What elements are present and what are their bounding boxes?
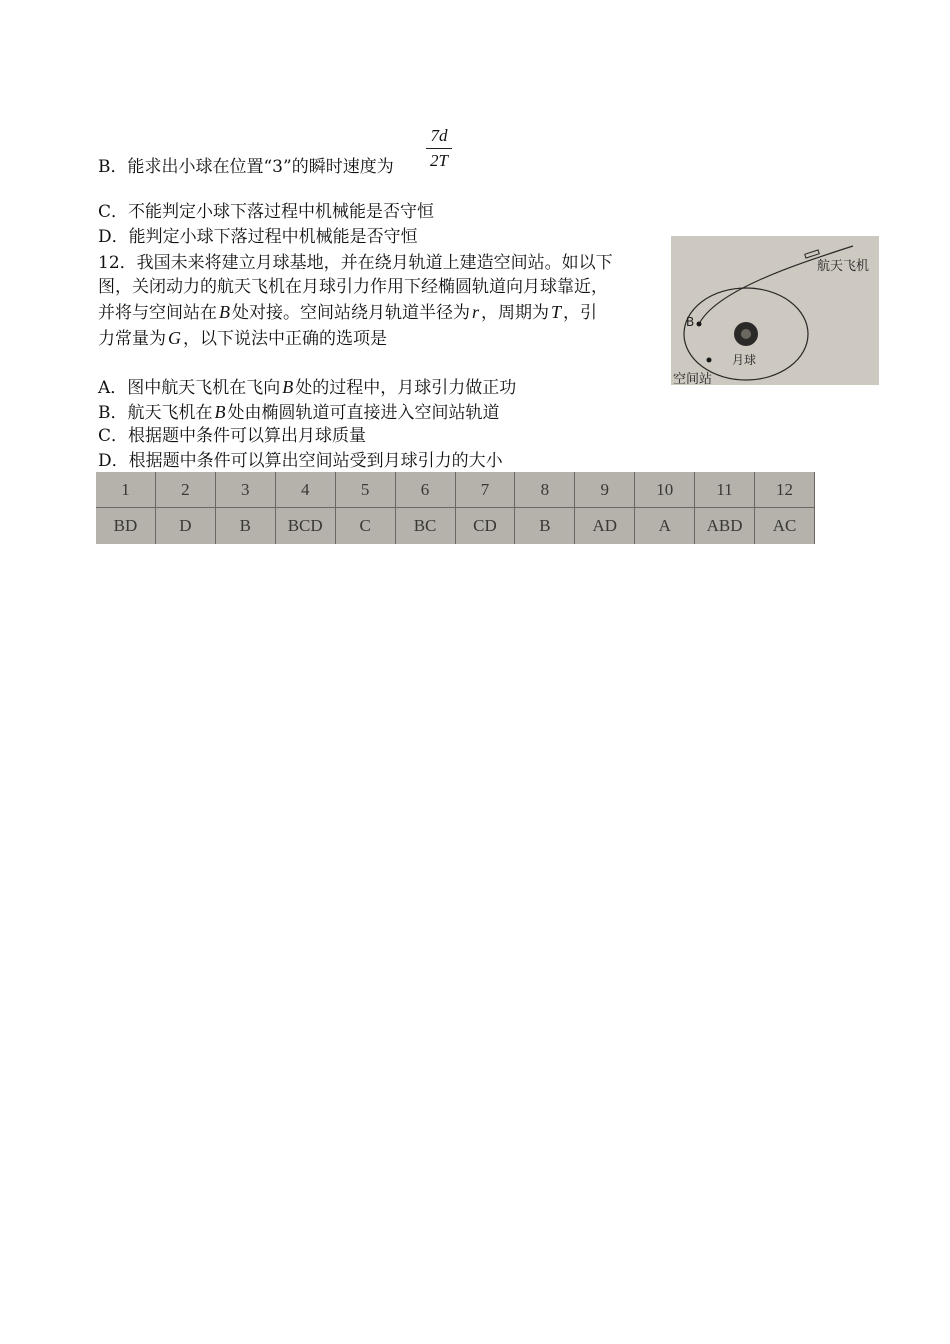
table-answer-cell: D [156,508,216,544]
table-answer-cell: A [635,508,695,544]
q12-line1: 12．我国未来将建立月球基地，并在绕月轨道上建造空间站。如以下 [98,253,613,273]
q12-line4 [98,327,387,350]
var-b-b: B [214,402,226,422]
q12-option-d: D．根据题中条件可以算出空间站受到月球引力的大小 [98,451,503,471]
label-station: 空间站 [673,372,713,387]
point-b-icon [697,322,702,327]
table-answer-cell: AC [755,508,815,544]
table-header-cell: 10 [635,472,695,508]
table-header-cell: 7 [456,472,516,508]
q12-line3-a: 并将与空间站在 [98,303,217,323]
table-header-cell: 5 [336,472,396,508]
table-header-cell: 3 [216,472,276,508]
q12-line3-c: ，周期为 [481,303,550,323]
fraction-denominator: 2T [430,151,448,170]
table-header-cell: 12 [755,472,815,508]
table-header-cell: 11 [695,472,755,508]
q12-line4-b: ，以下说法中正确的选项是 [183,329,387,349]
var-b: B [219,302,230,322]
q12-line4-a: 力常量为 [98,329,166,349]
table-answer-cell: ABD [695,508,755,544]
q12-line3-d: ，引 [563,303,598,323]
q12-line2: 图，关闭动力的航天飞机在月球引力作用下经椭圆轨道向月球靠近， [98,277,608,297]
var-t: T [551,302,562,322]
var-g: G [168,328,181,348]
q12-option-b [98,401,500,424]
q12-line3-b: 处对接。空间站绕月轨道半径为 [232,303,470,323]
answer-table [96,472,815,544]
q12-option-c: C．根据题中条件可以算出月球质量 [98,426,367,446]
table-answer-cell: BD [96,508,156,544]
option-b-pre: B．航天飞机在 [98,403,213,423]
table-answer-cell: CD [456,508,516,544]
option-c-energy: C．不能判定小球下落过程中机械能是否守恒 [98,202,435,222]
table-answer-cell: AD [575,508,635,544]
option-b-velocity: B．能求出小球在位置“3”的瞬时速度为 [98,157,394,177]
table-header-cell: 8 [515,472,575,508]
table-header-cell: 6 [396,472,456,508]
q12-line3 [98,301,597,324]
table-header-cell: 2 [156,472,216,508]
q12-option-a [98,376,516,399]
var-b-a: B [282,377,294,397]
table-header-cell: 9 [575,472,635,508]
table-answer-cell: B [216,508,276,544]
option-a-post: 处的过程中，月球引力做正功 [295,378,517,398]
option-b-post: 处由椭圆轨道可直接进入空间站轨道 [227,403,500,423]
option-d-energy: D．能判定小球下落过程中机械能是否守恒 [98,227,418,247]
label-b: B [686,315,695,329]
orbit-figure [671,236,879,385]
label-shuttle: 航天飞机 [817,259,870,274]
station-icon [707,358,712,363]
table-answer-cell: BC [396,508,456,544]
fraction-numerator: 7d [430,126,448,145]
table-header-cell: 1 [96,472,156,508]
velocity-fraction [426,126,452,171]
table-header-cell: 4 [276,472,336,508]
table-answer-cell: C [336,508,396,544]
table-answer-cell: B [515,508,575,544]
table-answer-cell: BCD [276,508,336,544]
var-r: r [472,302,480,322]
option-a-pre: A．图中航天飞机在飞向 [98,378,281,398]
label-moon: 月球 [732,353,757,367]
fraction-bar [426,148,452,149]
